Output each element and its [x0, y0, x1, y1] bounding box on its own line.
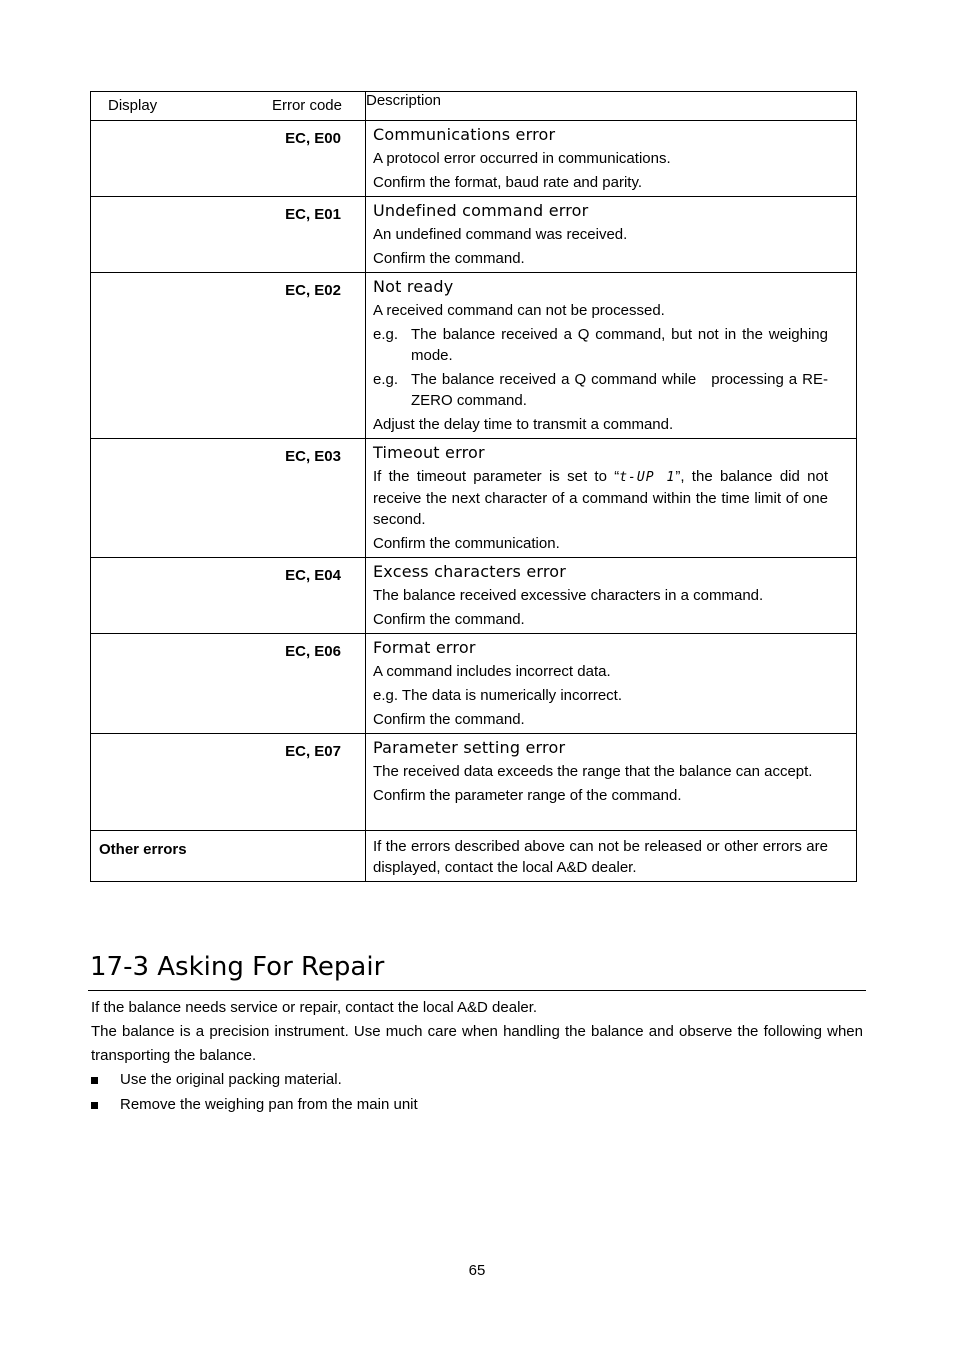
error-title: Parameter setting error	[373, 738, 566, 757]
example-line	[373, 369, 828, 411]
description-text: If the timeout parameter is set to “	[373, 468, 620, 485]
error-code-table	[90, 91, 857, 882]
error-code: EC, E04	[285, 567, 341, 584]
description-line: If the errors described above can not be released or other errors are displayed, contact the local A&D dealer.	[373, 838, 828, 876]
error-title: Excess characters error	[373, 562, 567, 581]
description-line: Adjust the delay time to transmit a command.	[373, 416, 674, 433]
paragraph: The balance is a precision instrument. Use much care when handling the balance and observe the following when transporting the balance.	[91, 1023, 863, 1064]
description-cell	[366, 831, 857, 882]
description-line: The received data exceeds the range that the balance can accept.	[373, 763, 813, 780]
display-cell	[91, 273, 366, 439]
description-line: Confirm the communication.	[373, 535, 560, 552]
error-code: EC, E03	[285, 448, 341, 465]
header-description: Description	[366, 92, 857, 121]
description-line: Confirm the command.	[373, 250, 525, 267]
error-title: Format error	[373, 638, 476, 657]
example-prefix: e.g.	[373, 371, 399, 388]
description-cell	[366, 439, 857, 558]
example-line	[373, 324, 828, 366]
table-row	[91, 634, 857, 734]
example-text: The balance received a Q command while processing a RE-ZERO command.	[411, 371, 828, 409]
other-errors-cell	[91, 831, 366, 882]
table-row	[91, 273, 857, 439]
header-error-code: Error code	[271, 97, 342, 114]
description-line: e.g. The data is numerically incorrect.	[373, 687, 623, 704]
error-code: EC, E07	[285, 743, 341, 760]
description-cell	[366, 734, 857, 831]
example-text: The balance received a Q command, but not in the weighing mode.	[411, 326, 828, 364]
description-line: A received command can not be processed.	[373, 302, 665, 319]
error-title: Timeout error	[373, 443, 485, 462]
segment-display-text: t-UP 1	[619, 470, 676, 485]
bullet-square-icon	[91, 1077, 98, 1084]
description-cell	[366, 121, 857, 197]
header-display: Display	[108, 97, 158, 114]
description-cell	[366, 197, 857, 273]
description-paragraph	[373, 466, 828, 530]
bullet-square-icon	[91, 1102, 98, 1109]
heading-divider	[88, 990, 866, 991]
description-line: A command includes incorrect data.	[373, 663, 611, 680]
description-line: A protocol error occurred in communications.	[373, 150, 671, 167]
table-header-row	[91, 92, 857, 121]
list-item-text: Use the original packing material.	[120, 1071, 342, 1088]
table-row	[91, 197, 857, 273]
example-prefix: e.g.	[373, 326, 399, 343]
section-heading: 17-3 Asking For Repair	[90, 952, 385, 982]
error-title: Communications error	[373, 125, 556, 144]
description-cell	[366, 558, 857, 634]
description-line: An undefined command was received.	[373, 226, 628, 243]
description-line: Confirm the parameter range of the command.	[373, 787, 682, 804]
display-cell	[91, 121, 366, 197]
table-row	[91, 734, 857, 831]
error-code: EC, E06	[285, 643, 341, 660]
display-cell	[91, 558, 366, 634]
error-code: EC, E00	[285, 130, 341, 147]
table-row	[91, 121, 857, 197]
error-title: Not ready	[373, 277, 454, 296]
table-row	[91, 439, 857, 558]
table-row-other	[91, 831, 857, 882]
table-row	[91, 558, 857, 634]
display-cell	[91, 734, 366, 831]
display-cell	[91, 439, 366, 558]
page-number: 65	[468, 1262, 486, 1279]
description-line: The balance received excessive characters in a command.	[373, 587, 764, 604]
display-cell	[91, 634, 366, 734]
error-code: EC, E01	[285, 206, 341, 223]
paragraph: If the balance needs service or repair, contact the local A&D dealer.	[91, 999, 538, 1016]
list-item-text: Remove the weighing pan from the main unit	[120, 1096, 418, 1113]
other-errors-label: Other errors	[99, 841, 187, 858]
error-code: EC, E02	[285, 282, 341, 299]
description-line: Confirm the format, baud rate and parity.	[373, 174, 643, 191]
description-cell	[366, 273, 857, 439]
display-cell	[91, 197, 366, 273]
description-line: Confirm the command.	[373, 711, 525, 728]
description-line: Confirm the command.	[373, 611, 525, 628]
error-title: Undefined command error	[373, 201, 589, 220]
description-cell	[366, 634, 857, 734]
description-text: ”, the balance did not receive the next character of a command within the time limit of one second.	[373, 468, 828, 528]
header-left-cell	[91, 92, 366, 121]
